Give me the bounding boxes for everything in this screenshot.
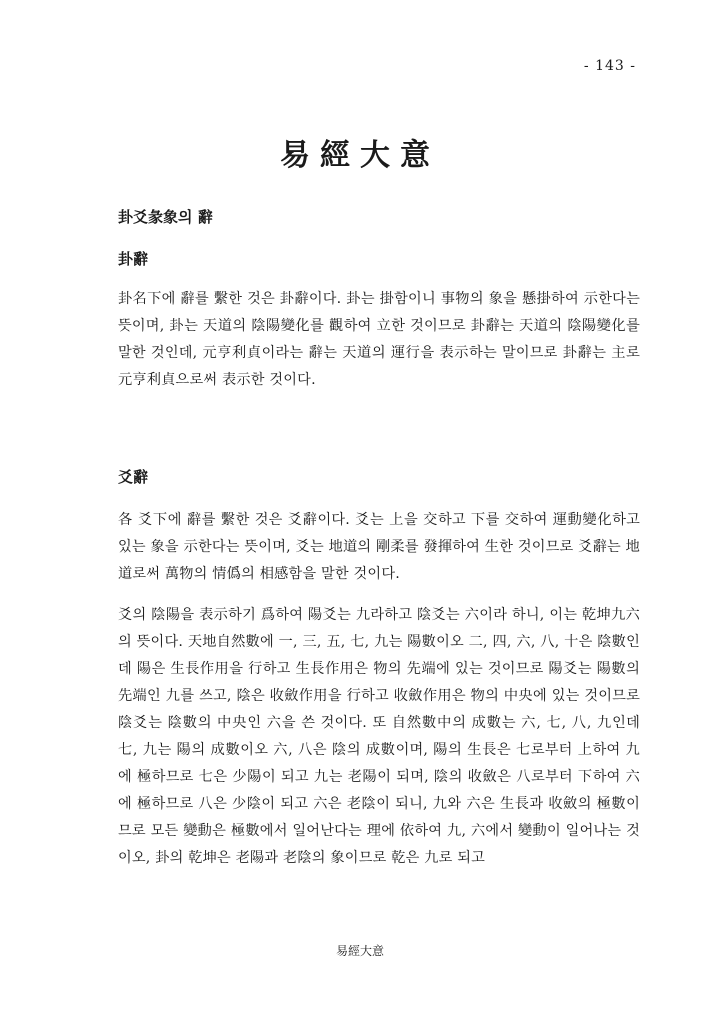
paragraph-hyosa-1: 各 爻下에 辭를 繫한 것은 爻辭이다. 爻는 上을 交하고 下를 交하여 運動變化하고 있는 象을 示한다는 뜻이며, 爻는 地道의 剛柔를 發揮하여 生한 것이므로 爻辭는 地道로써 萬物의 情僞의 相感함을 말한 것이다.	[118, 512, 640, 582]
paragraph-hyosa-2: 爻의 陰陽을 表示하기 爲하여 陽爻는 九라하고 陰爻는 六이라 하니, 이는 乾坤九六의 뜻이다. 天地自然數에 一, 三, 五, 七, 九는 陽數이오 二, 四, 六, 八, 十은 陰數인데 陽은 生長作用을 行하고 生長作用은 物의 先端에 있는 것이므로 陽爻는 陽數의 先端인 九를 쓰고, 陰은 收斂作用을 行하고 收斂作用은 物의 中央에 있는 것이므로 陰爻는 陰數의 中央인 六을 쓴 것이다. 또 自然數中의 成數는 六, 七, 八, 九인데 七, 九는 陽의 成數이오 六, 八은 陰의 成數이며, 陽의 生長은 七로부터 上하여 九에 極하므로 七은 少陽이 되고 九는 老陽이 되며, 陰의 收斂은 八로부터 下하여 六에 極하므로 八은 少陰이 되고 六은 老陰이 되니, 九와 六은 生長과 收斂의 極數이므로 모든 變動은 極數에서 일어난다는 理에 依하여 九, 六에서 變動이 일어나는 것이오, 卦의 乾坤은 老陽과 老陰의 象이므로 乾은 九로 되고	[118, 607, 640, 866]
section-heading: 卦爻彖象의 辭	[118, 208, 213, 226]
page-footer: 易經大意	[335, 944, 384, 958]
page-title: 易經大意	[280, 138, 440, 173]
subsection-heading-gwasa: 卦辭	[118, 250, 149, 268]
page-number: - 143 -	[583, 58, 636, 74]
paragraph-gwasa: 卦名下에 辭를 繫한 것은 卦辭이다. 卦는 掛함이니 事物의 象을 懸掛하여 示한다는 뜻이며, 卦는 天道의 陰陽變化를 觀하여 立한 것이므로 卦辭는 天道의 陰陽變化를 말한 것인데, 元亨利貞이라는 辭는 天道의 運行을 表示하는 말이므로 卦辭는 主로 元亨利貞으로써 表示한 것이다.	[118, 291, 640, 388]
subsection-heading-hyosa: 爻辭	[118, 468, 149, 486]
